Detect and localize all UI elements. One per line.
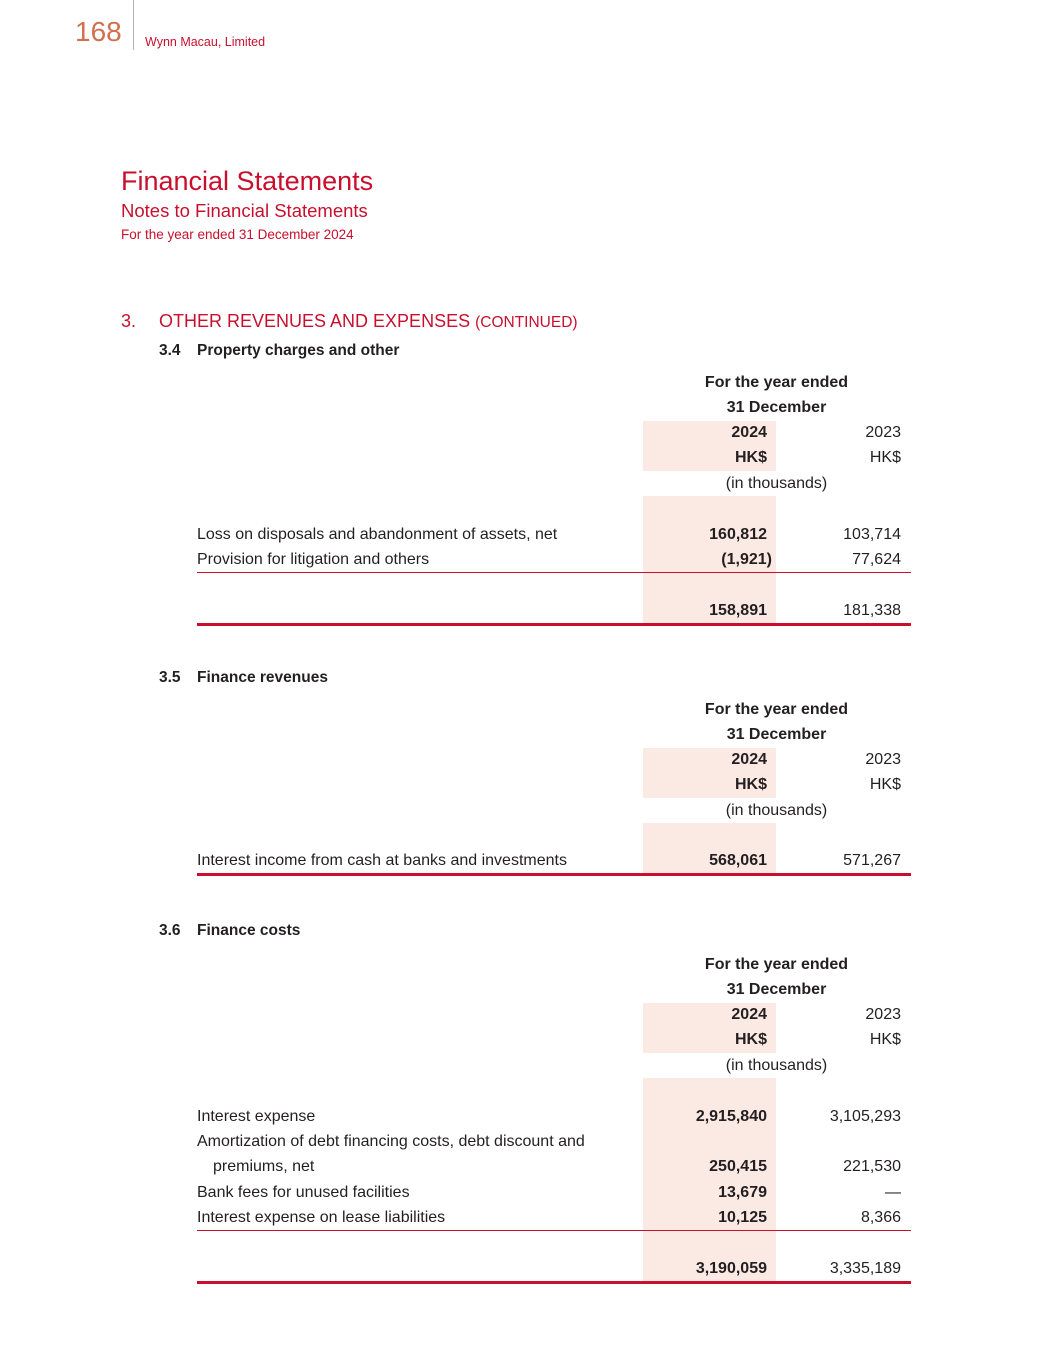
row-value-2024: 568,061	[709, 852, 767, 869]
header-period-line2: 31 December	[726, 399, 827, 416]
total-value-2023: 181,338	[843, 602, 901, 619]
subsection-title: Finance revenues	[197, 669, 328, 686]
subtotal-rule	[197, 1230, 911, 1231]
total-value-2024: 158,891	[709, 602, 767, 619]
subsection-number: 3.4	[159, 342, 181, 359]
section-title	[159, 311, 578, 332]
header-year-prior: 2023	[865, 1006, 901, 1023]
header-currency-prior: HK$	[869, 1031, 901, 1048]
row-value-2024: 10,125	[718, 1209, 767, 1226]
header-period-line2: 31 December	[726, 981, 827, 998]
row-value-2024: 160,812	[709, 526, 767, 543]
row-value-2023: 221,530	[843, 1158, 901, 1175]
row-label-continued: premiums, net	[213, 1158, 315, 1175]
total-rule	[197, 873, 911, 876]
page-title: Financial Statements	[121, 166, 374, 196]
row-label: Interest expense on lease liabilities	[197, 1209, 446, 1226]
section-continued: (CONTINUED)	[475, 314, 578, 331]
row-value-2024: (1,921)	[721, 551, 772, 568]
header-currency-current: HK$	[734, 449, 767, 466]
header-year-current: 2024	[731, 1006, 767, 1023]
row-label: Interest income from cash at banks and investments	[197, 852, 567, 869]
header-currency-prior: HK$	[869, 449, 901, 466]
header-year-prior: 2023	[865, 424, 901, 441]
header-currency-prior: HK$	[869, 776, 901, 793]
section-title-text: OTHER REVENUES AND EXPENSES	[159, 311, 471, 331]
header-year-current: 2024	[731, 751, 767, 768]
subsection-number: 3.5	[159, 669, 181, 686]
subsection-title: Property charges and other	[197, 342, 400, 359]
header-period-line1: For the year ended	[704, 701, 849, 718]
header-period-line2: 31 December	[726, 726, 827, 743]
row-value-2024: 250,415	[709, 1158, 767, 1175]
row-value-2023: 571,267	[843, 852, 901, 869]
header-year-current: 2024	[731, 424, 767, 441]
row-value-2023: 3,105,293	[829, 1108, 901, 1125]
total-rule	[197, 1281, 911, 1284]
page-number: 168	[75, 16, 122, 47]
header-currency-current: HK$	[734, 776, 767, 793]
page-subtitle: Notes to Financial Statements	[121, 200, 368, 221]
row-value-2023: 103,714	[843, 526, 901, 543]
header-currency-current: HK$	[734, 1031, 767, 1048]
row-label: Interest expense	[197, 1108, 316, 1125]
row-value-2024: 2,915,840	[695, 1108, 767, 1125]
row-label: Provision for litigation and others	[197, 551, 430, 568]
header-unit: (in thousands)	[725, 1057, 828, 1074]
row-value-2023: —	[885, 1184, 901, 1201]
subtotal-rule	[197, 572, 911, 573]
header-period-line1: For the year ended	[704, 374, 849, 391]
header-unit: (in thousands)	[725, 802, 828, 819]
row-label: Amortization of debt financing costs, debt discount and	[197, 1133, 585, 1150]
row-label: Bank fees for unused facilities	[197, 1184, 410, 1201]
row-value-2024: 13,679	[718, 1184, 767, 1201]
header-divider	[133, 0, 134, 50]
subsection-number: 3.6	[159, 922, 181, 939]
header-period-line1: For the year ended	[704, 956, 849, 973]
header-year-prior: 2023	[865, 751, 901, 768]
total-rule	[197, 623, 911, 626]
company-name: Wynn Macau, Limited	[145, 35, 266, 49]
row-label: Loss on disposals and abandonment of assets, net	[197, 526, 558, 543]
section-number: 3.	[121, 311, 137, 331]
reporting-period: For the year ended 31 December 2024	[121, 227, 354, 242]
total-value-2023: 3,335,189	[829, 1260, 901, 1277]
row-value-2023: 77,624	[852, 551, 901, 568]
header-unit: (in thousands)	[725, 475, 828, 492]
total-value-2024: 3,190,059	[695, 1260, 767, 1277]
subsection-title: Finance costs	[197, 922, 301, 939]
row-value-2023: 8,366	[860, 1209, 901, 1226]
